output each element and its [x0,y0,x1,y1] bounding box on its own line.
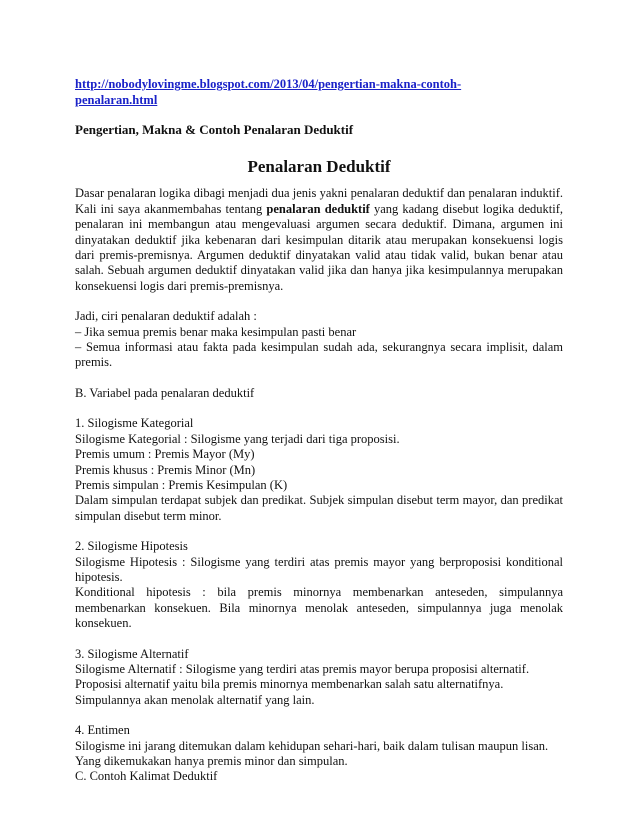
ciri-item-2: – Semua informasi atau fakta pada kesimpulan sudah ada, sekurangnya secara implisit, dalam premis. [75,340,563,370]
s1-line-1: Silogisme Kategorial : Silogisme yang terjadi dari tiga proposisi. [75,431,400,446]
s2-heading: 2. Silogisme Hipotesis [75,539,188,554]
document-page [75,76,563,785]
s4-heading: 4. Entimen [75,723,130,738]
s4-line-2: Yang dikemukakan hanya premis minor dan simpulan. [75,754,348,768]
section-entimen [75,723,563,769]
section-b-heading: B. Variabel pada penalaran deduktif [75,385,255,400]
section-silogisme-alternatif [75,647,563,709]
s1-line-4: Premis simpulan : Premis Kesimpulan (K) [75,477,288,492]
s3-line-2: Proposisi alternatif yaitu bila premis minornya membenarkan salah satu alternatifnya. [75,677,504,692]
s3-heading: 3. Silogisme Alternatif [75,646,189,661]
document-subtitle: Pengertian, Makna & Contoh Penalaran Deduktif [75,122,354,137]
section-c-heading: C. Contoh Kalimat Deduktif [75,769,218,784]
source-link-line2[interactable]: penalaran.html [75,93,158,107]
document-title: Penalaran Deduktif [247,157,391,177]
intro-paragraph [75,186,563,294]
s3-line-1: Silogisme Alternatif : Silogisme yang terdiri atas premis mayor berupa proposisi alternatif. [75,661,530,676]
intro-text-1: Dasar penalaran logika dibagi menjadi dua jenis yakni penalaran deduktif dan penalaran induktif. Kali ini saya akanmembahas tentang [75,186,563,216]
section-silogisme-hipotesis [75,539,563,631]
ciri-heading: Jadi, ciri penalaran deduktif adalah : [75,309,257,324]
s3-line-3: Simpulannya akan menolak alternatif yang lain. [75,692,315,707]
intro-bold-term: penalaran deduktif [266,201,370,216]
s2-line-1: Silogisme Hipotesis : Silogisme yang terdiri atas premis mayor yang berproposisi konditional hipotesis. [75,554,563,584]
intro-text-2: yang kadang disebut logika deduktif, penalaran ini membangun atau mengevaluasi argumen secara deduktif. Dimana, argumen ini dinyatakan deduktif jika kebenaran dari kesimpulan ditarik atau merupakan konsekuensi logis dari premis-premisnya. Argumen deduktif dinyatakan valid atau tidak valid, bukan benar atau salah. Sebuah argumen deduktif dinyatakan valid jika dan hanya jika kesimpulannya merupakan konsekuensi logis dari premis-premisnya. [75,201,563,293]
section-silogisme-kategorial [75,416,563,524]
s2-line-2: Konditional hipotesis : bila premis minornya membenarkan anteseden, simpulannya membenarkan konsekuen. Bila minornya menolak anteseden, simpulannya juga menolak konsekuen. [75,585,563,631]
source-link-line1[interactable]: http://nobodylovingme.blogspot.com/2013/04/pengertian-makna-contoh- [75,77,462,91]
ciri-block [75,309,563,371]
s1-line-2: Premis umum : Premis Mayor (My) [75,447,255,462]
s1-line-3: Premis khusus : Premis Minor (Mn) [75,462,256,477]
s1-heading: 1. Silogisme Kategorial [75,416,194,431]
s1-line-5: Dalam simpulan terdapat subjek dan predikat. Subjek simpulan disebut term mayor, dan predikat simpulan disebut term minor. [75,493,563,523]
ciri-item-1: – Jika semua premis benar maka kesimpulan pasti benar [75,324,357,339]
s4-line-1: Silogisme ini jarang ditemukan dalam kehidupan sehari-hari, baik dalam tulisan maupun lisan. [75,738,549,753]
source-link[interactable] [75,76,563,108]
